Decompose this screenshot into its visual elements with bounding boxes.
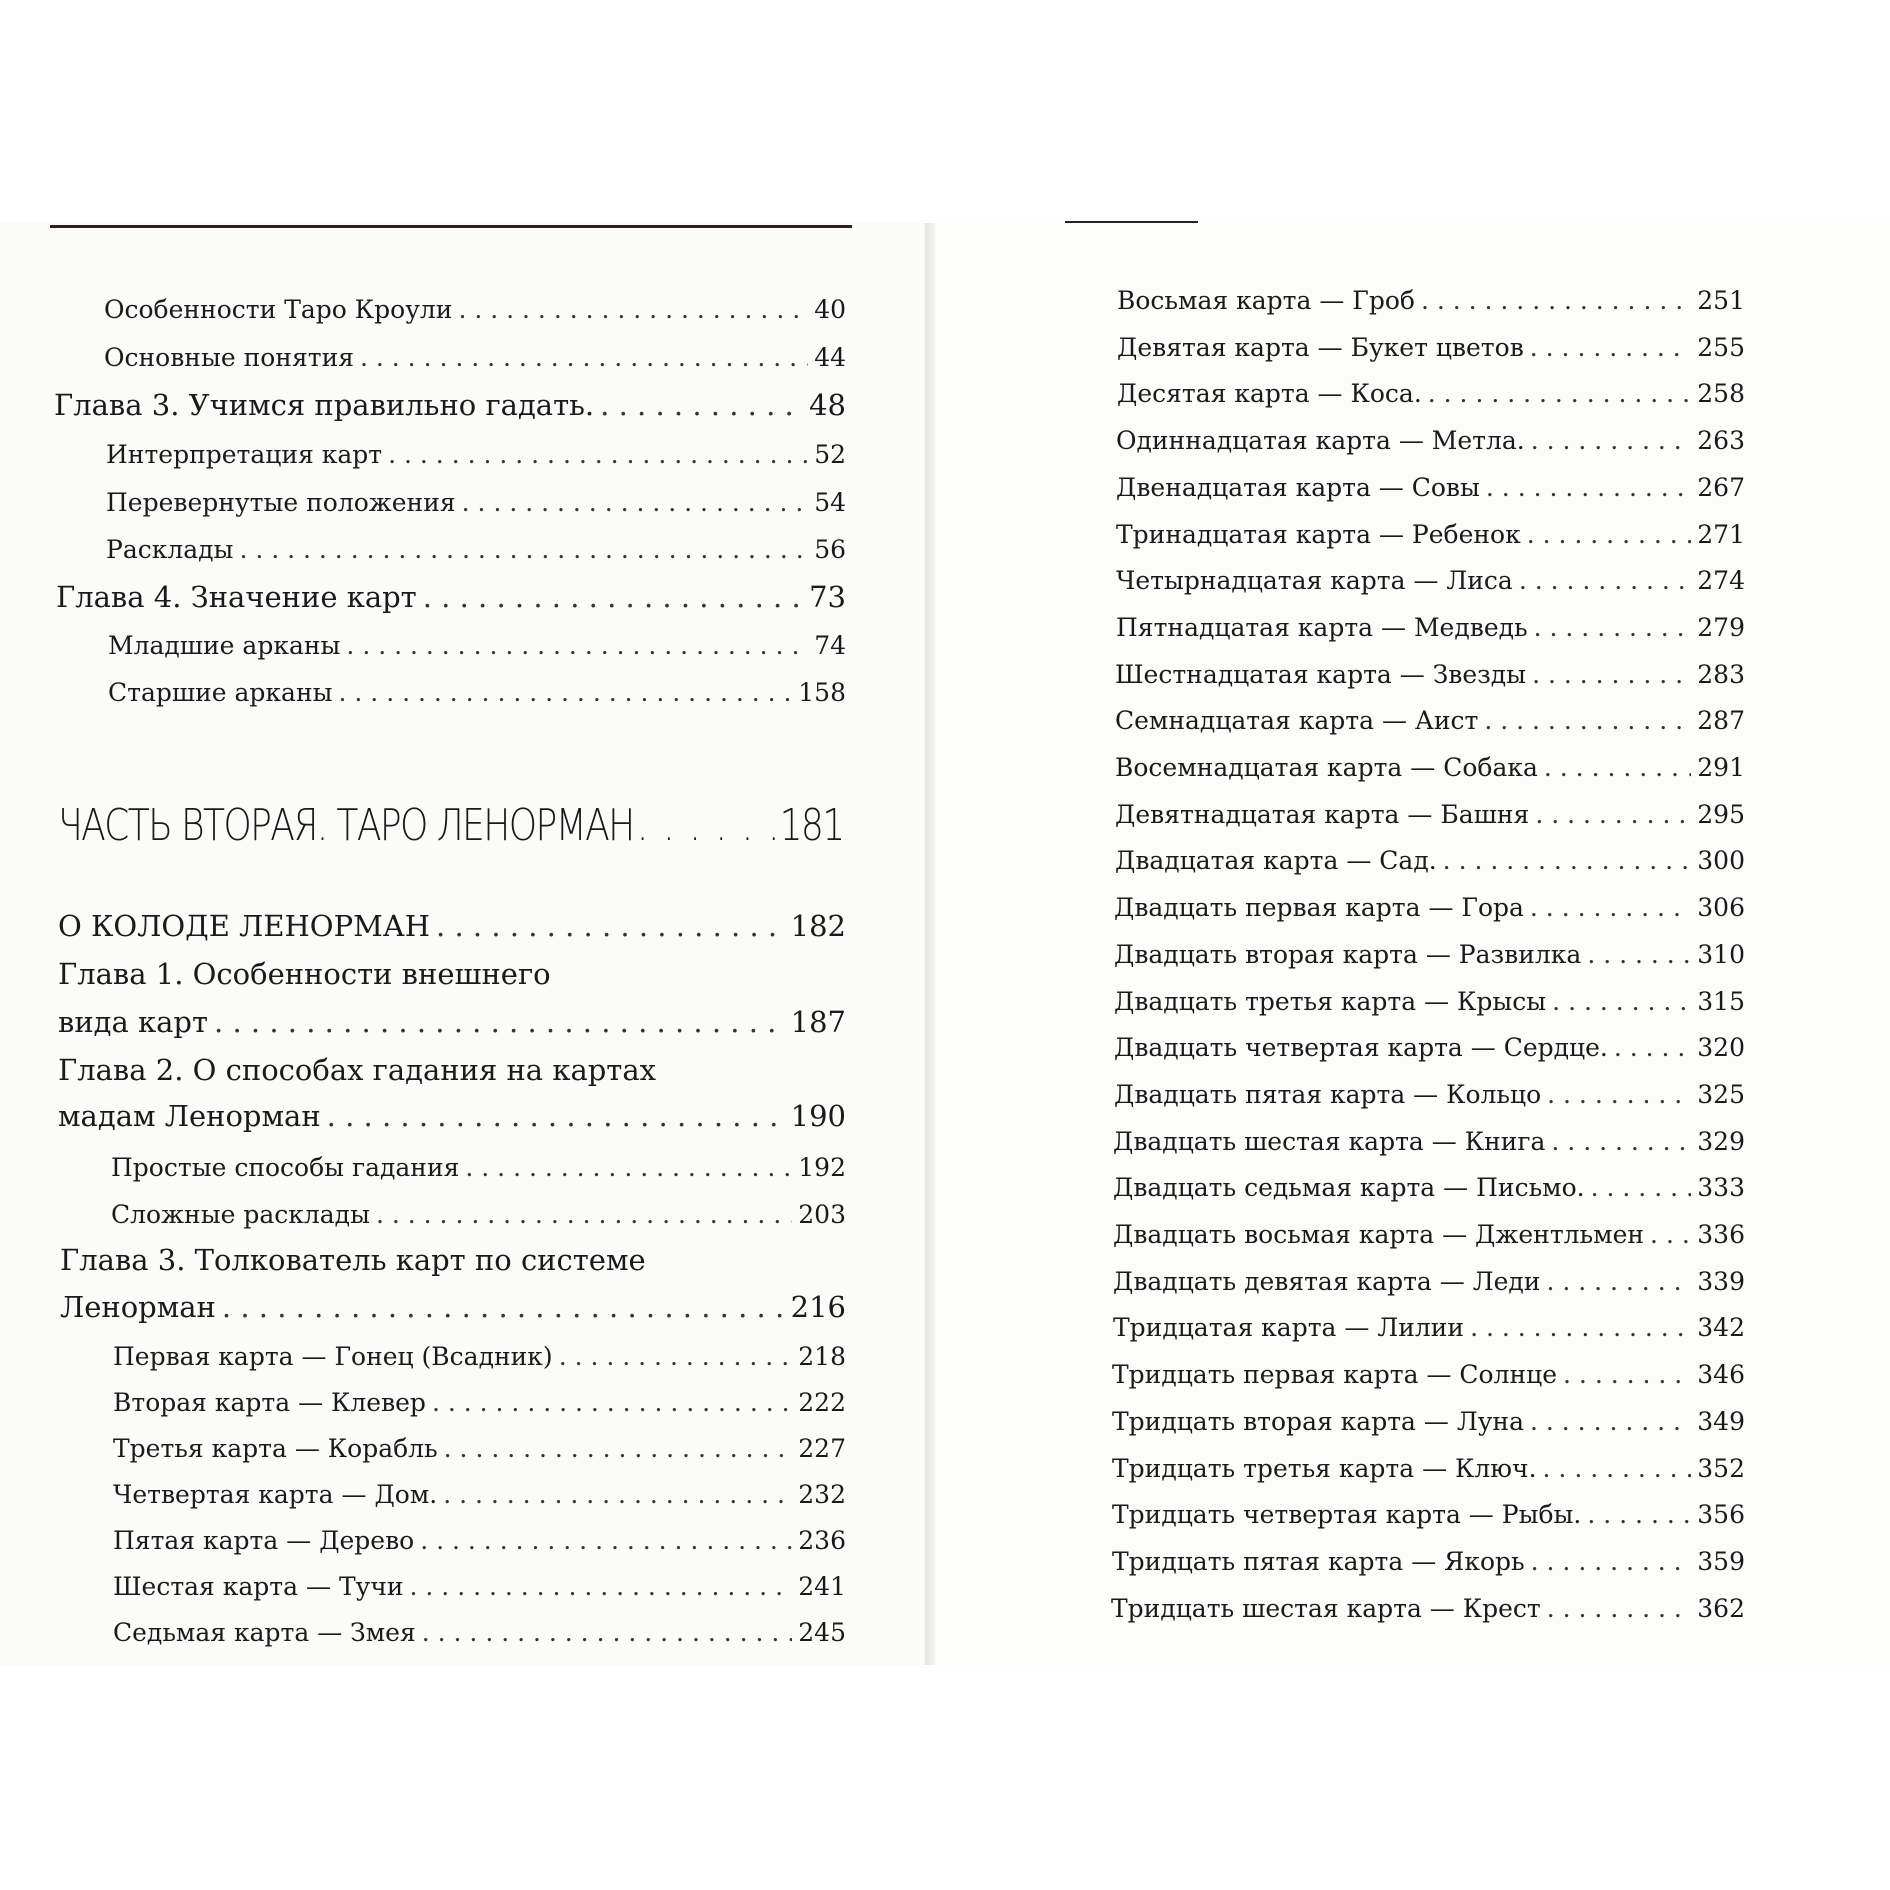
toc-entry[interactable] — [113, 1480, 846, 1509]
toc-entry-label: Глава 4. Значение карт — [56, 580, 417, 614]
toc-entry-label: Семнадцатая карта — Аист — [1115, 706, 1479, 736]
toc-entry-label: О КОЛОДЕ ЛЕНОРМАН — [58, 909, 431, 943]
toc-entry-page: 295 — [1697, 799, 1745, 829]
toc-entry[interactable] — [1115, 846, 1745, 875]
toc-chapter[interactable] — [58, 909, 846, 943]
leader-dots — [1519, 566, 1691, 595]
toc-entry-page: 346 — [1697, 1360, 1745, 1390]
toc-entry-page: 291 — [1697, 753, 1745, 782]
toc-chapter[interactable] — [56, 580, 846, 614]
toc-entry[interactable] — [113, 1618, 846, 1647]
toc-entry-page: 352 — [1697, 1453, 1745, 1483]
toc-entry-label: Двадцать вторая карта — Развилка — [1114, 939, 1582, 969]
leader-dots — [1650, 1220, 1691, 1249]
toc-entry-page: 227 — [798, 1434, 846, 1463]
toc-entry-label: Шестнадцатая карта — Звезды — [1115, 659, 1527, 689]
toc-entry-page: 263 — [1697, 426, 1745, 456]
leader-dots — [1532, 660, 1691, 689]
right-header-rule — [1065, 221, 1198, 223]
toc-entry[interactable] — [1113, 1173, 1745, 1202]
toc-chapter[interactable] — [54, 388, 846, 422]
toc-entry-page: 362 — [1697, 1593, 1745, 1623]
leader-dots — [443, 1480, 792, 1509]
toc-entry-page: 232 — [798, 1480, 846, 1509]
toc-entry-page: 287 — [1697, 706, 1745, 736]
leader-dots — [458, 295, 808, 324]
toc-entry[interactable] — [1116, 566, 1745, 595]
toc-entry[interactable] — [1113, 1267, 1745, 1296]
toc-entry-page: 329 — [1697, 1126, 1745, 1156]
leader-dots — [1443, 846, 1692, 875]
leader-dots — [1591, 1173, 1692, 1202]
leader-dots — [1551, 1127, 1691, 1156]
toc-entry-label: Тридцать третья карта — Ключ. — [1112, 1453, 1537, 1483]
toc-entry[interactable] — [106, 440, 846, 469]
toc-entry-page: 203 — [798, 1200, 846, 1229]
toc-entry[interactable] — [104, 343, 846, 372]
leader-dots — [1535, 800, 1691, 829]
leader-dots — [1587, 940, 1691, 969]
toc-entry[interactable] — [1116, 613, 1745, 642]
toc-entry-label: Тридцать четвертая карта — Рыбы. — [1112, 1500, 1582, 1530]
toc-entry-page: 73 — [809, 580, 846, 614]
leader-dots — [1543, 1454, 1692, 1483]
leader-dots — [1531, 1547, 1692, 1576]
leader-dots — [1544, 753, 1691, 782]
toc-entry-page: 283 — [1697, 659, 1745, 689]
leader-dots — [360, 343, 808, 372]
leader-dots — [1421, 286, 1691, 315]
toc-entry-label: Перевернутые положения — [106, 488, 456, 517]
toc-entry[interactable] — [1115, 753, 1745, 782]
toc-entry-label: Вторая карта — Клевер — [113, 1388, 426, 1417]
leader-dots — [600, 388, 803, 422]
toc-entry-page: 218 — [798, 1342, 846, 1371]
toc-entry-page: 267 — [1697, 472, 1745, 502]
leader-dots — [388, 440, 808, 469]
toc-entry[interactable] — [1115, 800, 1745, 829]
toc-entry-label: Тридцать вторая карта — Луна — [1112, 1406, 1524, 1436]
toc-entry-page: 339 — [1697, 1266, 1745, 1296]
toc-entry-page: 333 — [1697, 1173, 1745, 1203]
leader-dots — [1563, 1360, 1691, 1389]
toc-entry-label: Двенадцатая карта — Совы — [1116, 472, 1480, 502]
toc-entry-page: 336 — [1697, 1220, 1745, 1249]
toc-entry-page: 216 — [790, 1290, 846, 1324]
leader-dots — [1530, 893, 1691, 922]
leader-dots — [1527, 520, 1692, 549]
toc-entry-page: 187 — [790, 1005, 846, 1039]
leader-dots — [1531, 426, 1692, 455]
toc-entry-page: 251 — [1697, 286, 1745, 315]
toc-entry-page: 74 — [814, 631, 846, 660]
leader-dots — [410, 1572, 793, 1601]
toc-entry[interactable] — [113, 1342, 846, 1371]
toc-entry-label: Пятая карта — Дерево — [113, 1526, 415, 1555]
leader-dots — [339, 678, 793, 707]
toc-entry-label: Двадцать пятая карта — Кольцо — [1114, 1079, 1542, 1109]
toc-entry-label: Двадцать шестая карта — Книга — [1113, 1126, 1546, 1156]
toc-entry-page: 349 — [1697, 1406, 1745, 1436]
toc-chapter[interactable] — [58, 1099, 846, 1133]
toc-entry-page: 190 — [790, 1099, 846, 1133]
toc-entry-page: 40 — [814, 295, 846, 324]
toc-entry-label: Первая карта — Гонец (Всадник) — [113, 1342, 553, 1371]
toc-entry[interactable] — [111, 1153, 846, 1182]
toc-entry-label: Восьмая карта — Гроб — [1117, 286, 1415, 315]
toc-entry[interactable] — [1117, 379, 1745, 408]
toc-entry[interactable] — [106, 488, 846, 517]
toc-entry-label: Третья карта — Корабль — [113, 1434, 438, 1463]
toc-entry[interactable] — [111, 1200, 846, 1229]
leader-dots — [1484, 706, 1691, 735]
toc-entry-label: Простые способы гадания — [111, 1153, 460, 1182]
toc-entry[interactable] — [113, 1388, 846, 1417]
toc-entry[interactable] — [1111, 1594, 1745, 1623]
toc-entry-label: Четырнадцатая карта — Лиса — [1116, 566, 1513, 596]
toc-entry-label: мадам Ленорман — [58, 1099, 321, 1133]
book-gutter — [925, 223, 935, 1665]
toc-entry-page: 52 — [814, 440, 846, 469]
leader-dots — [239, 535, 808, 564]
leader-dots — [222, 1290, 785, 1324]
toc-entry[interactable] — [1117, 333, 1745, 362]
part-heading-label: ЧАСТЬ ВТОРАЯ. ТАРО ЛЕНОРМАН — [58, 800, 634, 851]
toc-entry-label: вида карт — [58, 1005, 209, 1039]
toc-entry-page: 320 — [1697, 1033, 1745, 1063]
toc-entry[interactable] — [106, 535, 846, 564]
toc-entry-label: Восемнадцатая карта — Собака — [1115, 753, 1538, 782]
toc-entry-page: 359 — [1697, 1546, 1745, 1576]
toc-entry-page: 44 — [814, 343, 846, 372]
leader-dots — [1614, 1033, 1691, 1062]
toc-entry-label: Двадцать седьмая карта — Письмо. — [1113, 1173, 1585, 1203]
toc-entry-label: Четвертая карта — Дом. — [113, 1480, 438, 1509]
toc-chapter[interactable] — [58, 1005, 846, 1039]
toc-entry[interactable] — [1114, 987, 1745, 1016]
toc-entry-label: Двадцать четвертая карта — Сердце. — [1114, 1033, 1608, 1063]
toc-entry[interactable] — [1112, 1454, 1745, 1483]
leader-dots — [1530, 1407, 1691, 1436]
leader-dots — [376, 1200, 792, 1229]
toc-entry[interactable] — [1116, 473, 1745, 502]
toc-entry-page: 279 — [1697, 612, 1745, 642]
toc-entry-page: 182 — [790, 909, 846, 943]
left-header-rule — [50, 225, 852, 228]
toc-entry-label: Интерпретация карт — [106, 440, 383, 469]
toc-entry-label: Двадцать девятая карта — Леди — [1113, 1266, 1541, 1296]
toc-entry[interactable] — [108, 678, 846, 707]
leader-dots — [465, 1153, 792, 1182]
toc-entry-page: 245 — [798, 1618, 846, 1647]
toc-entry-label: Пятнадцатая карта — Медведь — [1116, 612, 1528, 642]
toc-entry-label: Тринадцатая карта — Ребенок — [1116, 519, 1521, 549]
leader-dots — [1486, 473, 1691, 502]
toc-entry-page: 192 — [798, 1153, 846, 1182]
leader-dots — [327, 1099, 785, 1133]
toc-entry[interactable] — [1117, 286, 1745, 315]
toc-entry-page: 271 — [1697, 519, 1745, 549]
toc-entry-label: Глава 3. Учимся правильно гадать. — [54, 388, 595, 422]
toc-entry-page: 241 — [798, 1572, 846, 1601]
toc-entry-label: Особенности Таро Кроули — [104, 295, 453, 324]
toc-entry-page: 158 — [798, 678, 846, 707]
toc-entry-label: Тридцать первая карта — Солнце — [1112, 1360, 1558, 1390]
toc-entry[interactable] — [1114, 940, 1745, 969]
leader-dots — [444, 1434, 793, 1463]
leader-dots — [1546, 1267, 1691, 1296]
toc-entry[interactable] — [1112, 1360, 1745, 1389]
toc-entry[interactable] — [1114, 1033, 1745, 1062]
toc-entry-page: 300 — [1697, 846, 1745, 876]
toc-entry[interactable] — [1114, 1080, 1745, 1109]
toc-entry-page: 236 — [798, 1526, 846, 1555]
leader-dots — [1547, 1080, 1691, 1109]
toc-entry-label: Расклады — [106, 535, 234, 564]
toc-entry-page: 56 — [814, 535, 846, 564]
toc-entry-page: 258 — [1697, 379, 1745, 409]
toc-entry[interactable] — [1112, 1407, 1745, 1436]
toc-entry[interactable] — [1116, 426, 1745, 455]
toc-entry-label: Седьмая карта — Змея — [113, 1618, 416, 1647]
toc-entry[interactable] — [113, 1434, 846, 1463]
toc-entry-page: 255 — [1697, 332, 1745, 362]
leader-dots — [1547, 1594, 1692, 1623]
leader-dots — [1530, 333, 1692, 362]
leader-dots — [1534, 613, 1692, 642]
toc-entry-label: Шестая карта — Тучи — [113, 1572, 404, 1601]
part-heading-page: 181 — [779, 800, 844, 851]
toc-entry-page: 222 — [798, 1388, 846, 1417]
toc-entry-page: 315 — [1697, 986, 1745, 1016]
leader-dots — [462, 488, 809, 517]
toc-entry-page: 342 — [1697, 1313, 1745, 1343]
toc-entry[interactable] — [1116, 520, 1745, 549]
leader-dots — [1428, 379, 1692, 408]
toc-chapter-line1: Глава 2. О способах гадания на картах — [58, 1053, 656, 1087]
toc-entry-label: Сложные расклады — [111, 1200, 370, 1229]
toc-chapter-line1: Глава 1. Особенности внешнего — [58, 957, 551, 991]
toc-entry-label: Ленорман — [60, 1290, 216, 1324]
toc-entry-label: Основные понятия — [104, 343, 354, 372]
toc-entry-page: 54 — [814, 488, 846, 517]
toc-entry-label: Двадцать третья карта — Крысы — [1114, 986, 1547, 1016]
leader-dots — [346, 631, 808, 660]
toc-entry-page: 310 — [1697, 939, 1745, 969]
toc-entry[interactable] — [1114, 893, 1745, 922]
toc-entry-page: 356 — [1697, 1500, 1745, 1530]
toc-entry[interactable] — [113, 1572, 846, 1601]
toc-entry[interactable] — [1112, 1547, 1745, 1576]
toc-entry-label: Двадцатая карта — Сад. — [1115, 846, 1437, 876]
leader-dots — [1552, 987, 1691, 1016]
toc-entry-label: Двадцать восьмая карта — Джентльмен — [1113, 1220, 1645, 1249]
toc-entry[interactable] — [1113, 1220, 1745, 1249]
toc-entry[interactable] — [1115, 660, 1745, 689]
toc-entry-label: Тридцать шестая карта — Крест — [1111, 1593, 1541, 1623]
toc-entry-label: Девятая карта — Букет цветов — [1117, 332, 1524, 362]
toc-entry-label: Младшие арканы — [108, 631, 341, 660]
toc-entry[interactable] — [1113, 1313, 1745, 1342]
toc-entry-page: 274 — [1697, 566, 1745, 596]
toc-entry-label: Двадцать первая карта — Гора — [1114, 893, 1524, 923]
leader-dots — [214, 1005, 785, 1039]
toc-entry-page: 306 — [1697, 893, 1745, 923]
toc-entry-label: Тридцатая карта — Лилии — [1113, 1313, 1465, 1343]
toc-entry[interactable] — [1112, 1500, 1745, 1529]
leader-dots — [1470, 1313, 1691, 1342]
toc-entry[interactable] — [113, 1526, 846, 1555]
toc-entry-label: Старшие арканы — [108, 678, 333, 707]
leader-dots — [432, 1388, 792, 1417]
part-heading[interactable] — [58, 800, 844, 851]
leader-dots — [1587, 1500, 1691, 1529]
toc-entry[interactable] — [108, 631, 846, 660]
toc-entry[interactable] — [104, 295, 846, 324]
toc-entry-page: 48 — [809, 388, 846, 422]
toc-entry-label: Девятнадцатая карта — Башня — [1115, 799, 1530, 829]
leader-dots — [423, 580, 803, 614]
toc-entry-label: Десятая карта — Коса. — [1117, 379, 1422, 409]
toc-entry-label: Одиннадцатая карта — Метла. — [1116, 426, 1525, 456]
toc-entry-page: 325 — [1697, 1079, 1745, 1109]
leader-dots — [422, 1618, 793, 1647]
toc-chapter[interactable] — [60, 1290, 846, 1324]
leader-dots — [436, 909, 785, 943]
toc-entry[interactable] — [1115, 706, 1745, 735]
toc-entry-label: Тридцать пятая карта — Якорь — [1112, 1546, 1525, 1576]
toc-entry[interactable] — [1113, 1127, 1745, 1156]
leader-dots — [420, 1526, 792, 1555]
leader-dots — [559, 1342, 793, 1371]
leader-dots — [637, 800, 776, 851]
toc-chapter-line1: Глава 3. Толкователь карт по системе — [60, 1243, 646, 1277]
